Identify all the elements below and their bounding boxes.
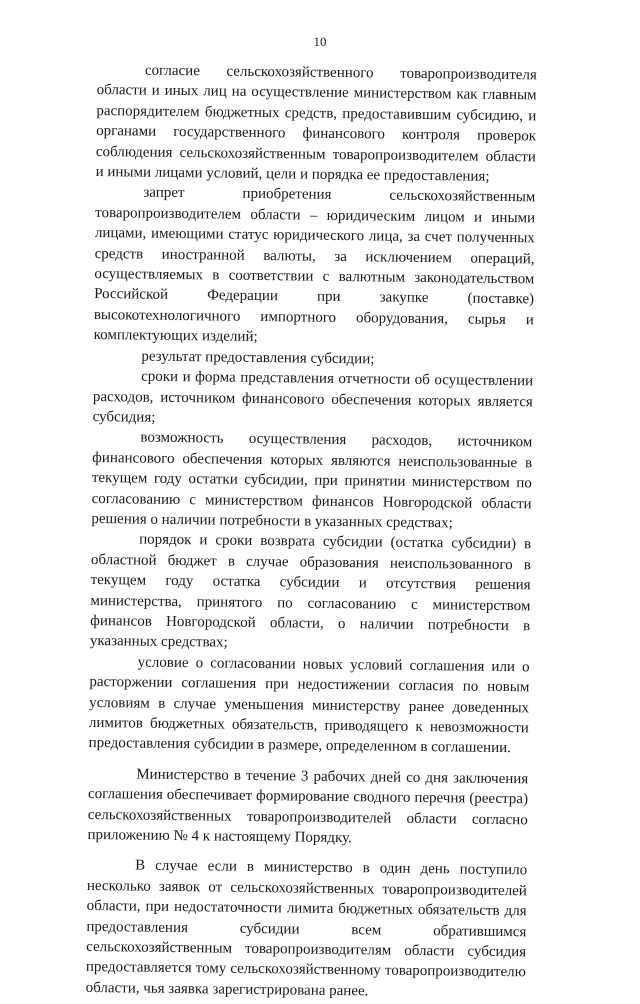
paragraph-foreign-currency-prohibition: запрет приобретения сельскохозяйственным товаропроизводителем области – юридическим лицом и иными лицами, имеющими статус юридического лица, за счет полученных средств иностранной валюты, за исключением операций, осуществляемых в соответствии с валютным законодательством Российской Федерации при закупке (поставке) высокотехнологичного импортного оборудования, сырья и комплектующих изделий;: [93, 185, 536, 346]
paragraph-consent-to-inspections: согласие сельскохозяйственного товаропроизводителя области и иных лиц на осуществление министерством как главным распорядителем бюджетных средств, предоставившим субсидию, и органами государственного финансового контроля проверок соблюдения сельскохозяйственным товаропроизводителем области и иными лицами условий, цели и порядка ее предоставления;: [95, 62, 537, 185]
paragraph-multiple-applications: В случае если в министерство в один день поступило несколько заявок от сельскохозяйственных товаропроизводителей области, при недостаточности лимита бюджетных обязательств для предоставления субсидии всем обратившимся сельскохозяйственным товаропроизводителям области субсидия предоставляется тому сельскохозяйственному товаропроизводителю области, чья заявка зарегистрирована ранее.: [85, 857, 528, 1000]
document-body: [86, 60, 537, 1004]
paragraph-subsidy-result: результат предоставления субсидии;: [141, 348, 375, 368]
paragraph-reporting-terms: сроки и форма представления отчетности об осуществлении расходов, источником финансового обеспечения которых является субсидия;: [92, 368, 534, 426]
paragraph-registry-formation: Министерство в течение 3 рабочих дней со дня заключения соглашения обеспечивает формирование сводного перечня (реестра) сельскохозяйственных товаропроизводителей области согласно приложению № 4 к настоящему Порядку.: [87, 766, 529, 847]
paragraph-unused-balance-spending: возможность осуществления расходов, источником финансового обеспечения которых являются неиспользованные в текущем году остатки субсидии, при принятии министерством по согласованию с министерством финансов Новгородской области решения о наличии потребности в указанных средствах;: [91, 429, 533, 532]
paragraph-agreement-termination: условие о согласовании новых условий соглашения или о расторжении соглашения при недостижении согласия по новым условиям в случае уменьшения министерству ранее доведенных лимитов бюджетных обязательств, приводящего к невозможности предоставления субсидии в размере, определенном в соглашении.: [88, 654, 530, 757]
paragraph-refund-procedure: порядок и сроки возврата субсидии (остатка субсидии) в областной бюджет в случае образования неиспользованного в текущем году остатка субсидии и отсутствия решения министерства, принятого по согласованию с министерством финансов Новгородской области, о наличии потребности в указанных средствах;: [89, 531, 532, 652]
page-number: 10: [313, 34, 327, 49]
